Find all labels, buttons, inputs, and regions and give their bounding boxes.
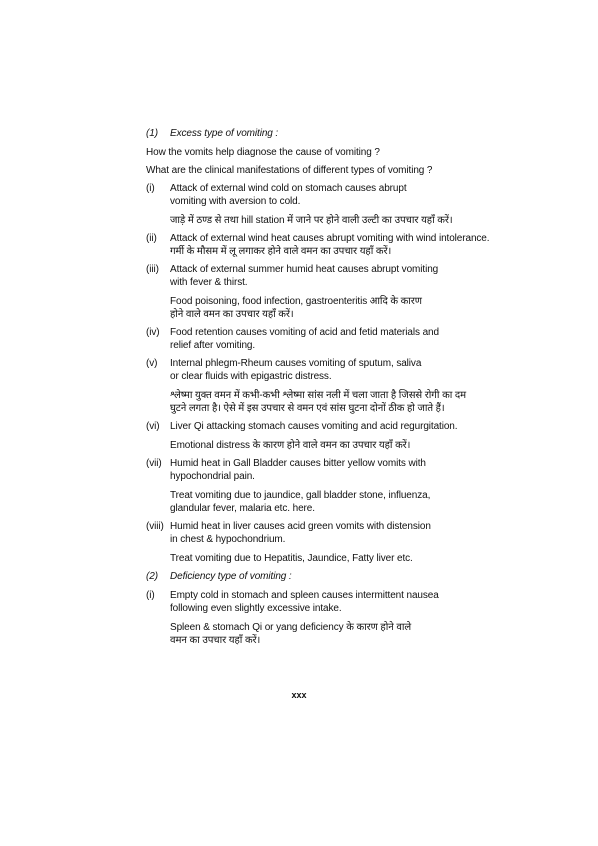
- item-text-line: Liver Qi attacking stomach causes vomiting and acid regurgitation.: [170, 421, 458, 432]
- item-text-line: Attack of external wind cold on stomach causes abrupt: [170, 183, 407, 194]
- item-paragraph: [170, 326, 566, 352]
- item-text-line: गर्मी के मौसम में लू लगाकर होने वाले वमन का उपचार यहाँ करें।: [170, 246, 392, 257]
- item-text-line: Attack of external summer humid heat causes abrupt vomiting: [170, 264, 439, 275]
- item-paragraph: [170, 489, 566, 515]
- section-heading: [146, 127, 566, 140]
- item-text-line: जाड़े में ठण्ड से तथा hill station में जाने पर होने वाली उल्टी का उपचार यहाँ करें।: [170, 215, 453, 226]
- item-text-line: or clear fluids with epigastric distress.: [170, 371, 332, 382]
- item-text-line: Food retention causes vomiting of acid and fetid materials and: [170, 327, 439, 338]
- item-body: [170, 182, 566, 227]
- item-body: [170, 520, 566, 565]
- item-text-line: glandular fever, malaria etc. here.: [170, 503, 315, 514]
- item-text-line: घुटने लगता है। ऐसे में इस उपचार से वमन एवं सांस घुटना दोनों ठीक हो जाते हैं।: [170, 403, 445, 414]
- item-paragraph: [170, 182, 566, 208]
- list-item: [146, 520, 566, 565]
- item-body: [170, 589, 566, 647]
- item-number: (vi): [146, 421, 160, 432]
- item-paragraph: [170, 589, 566, 615]
- page-footer: xxx: [291, 690, 307, 700]
- item-text-line: Treat vomiting due to jaundice, gall bladder stone, influenza,: [170, 490, 431, 501]
- list-item: [146, 232, 566, 258]
- item-number: (i): [146, 183, 155, 194]
- item-paragraph: [170, 439, 566, 452]
- item-number: (vii): [146, 458, 162, 469]
- item-number: (ii): [146, 233, 157, 244]
- item-body: [170, 232, 566, 258]
- item-number: (iv): [146, 327, 160, 338]
- item-paragraph: [170, 457, 566, 483]
- section-number: (1): [146, 128, 158, 139]
- item-text-line: vomiting with aversion to cold.: [170, 196, 301, 207]
- list-item: [146, 457, 566, 515]
- item-paragraph: [170, 420, 566, 433]
- item-paragraph: [170, 232, 566, 258]
- section-heading: [146, 570, 566, 583]
- item-text-line: Empty cold in stomach and spleen causes intermittent nausea: [170, 590, 439, 601]
- item-text-line: Internal phlegm-Rheum causes vomiting of sputum, saliva: [170, 358, 422, 369]
- item-text-line: वमन का उपचार यहाँ करें।: [170, 635, 261, 646]
- item-text-line: होने वाले वमन का उपचार यहाँ करें।: [170, 309, 294, 320]
- section-title: Excess type of vomiting :: [170, 128, 279, 139]
- item-body: [170, 420, 566, 452]
- item-paragraph: [170, 295, 566, 321]
- intro-question: What are the clinical manifestations of different types of vomiting ?: [146, 165, 433, 176]
- item-paragraph: [170, 520, 566, 546]
- list-item: [146, 182, 566, 227]
- item-paragraph: [170, 263, 566, 289]
- item-paragraph: [170, 389, 566, 415]
- item-text-line: following even slightly excessive intake.: [170, 603, 342, 614]
- item-paragraph: [170, 552, 566, 565]
- item-text-line: Emotional distress के कारण होने वाले वमन का उपचार यहाँ करें।: [170, 440, 411, 451]
- item-paragraph: [170, 214, 566, 227]
- item-text-line: Food poisoning, food infection, gastroenteritis आदि के कारण: [170, 296, 422, 307]
- item-text-line: Humid heat in Gall Bladder causes bitter yellow vomits with: [170, 458, 426, 469]
- list-item: [146, 589, 566, 647]
- list-item: [146, 420, 566, 452]
- item-paragraph: [170, 621, 566, 647]
- item-body: [170, 357, 566, 415]
- item-text-line: Spleen & stomach Qi or yang deficiency के कारण होने वाले: [170, 622, 412, 633]
- item-number: (i): [146, 590, 155, 601]
- item-body: [170, 263, 566, 321]
- section-number: (2): [146, 571, 158, 582]
- item-paragraph: [170, 357, 566, 383]
- item-text-line: Treat vomiting due to Hepatitis, Jaundice, Fatty liver etc.: [170, 553, 413, 564]
- item-body: [170, 457, 566, 515]
- item-text-line: hypochondrial pain.: [170, 471, 255, 482]
- item-text-line: Attack of external wind heat causes abrupt vomiting with wind intolerance.: [170, 233, 490, 244]
- document-body: [146, 127, 566, 652]
- item-body: [170, 326, 566, 352]
- item-number: (v): [146, 358, 158, 369]
- item-text-line: in chest & hypochondrium.: [170, 534, 286, 545]
- item-text-line: relief after vomiting.: [170, 340, 256, 351]
- intro-question: How the vomits help diagnose the cause of vomiting ?: [146, 147, 380, 158]
- section-title: Deficiency type of vomiting :: [170, 571, 292, 582]
- item-text-line: with fever & thirst.: [170, 277, 248, 288]
- list-item: [146, 357, 566, 415]
- item-number: (viii): [146, 521, 164, 532]
- item-text-line: श्लेष्मा युक्त वमन में कभी-कभी श्लेष्मा सांस नली में चला जाता है जिससे रोगी का दम: [170, 390, 467, 401]
- item-text-line: Humid heat in liver causes acid green vomits with distension: [170, 521, 431, 532]
- item-number: (iii): [146, 264, 159, 275]
- list-item: [146, 326, 566, 352]
- list-item: [146, 263, 566, 321]
